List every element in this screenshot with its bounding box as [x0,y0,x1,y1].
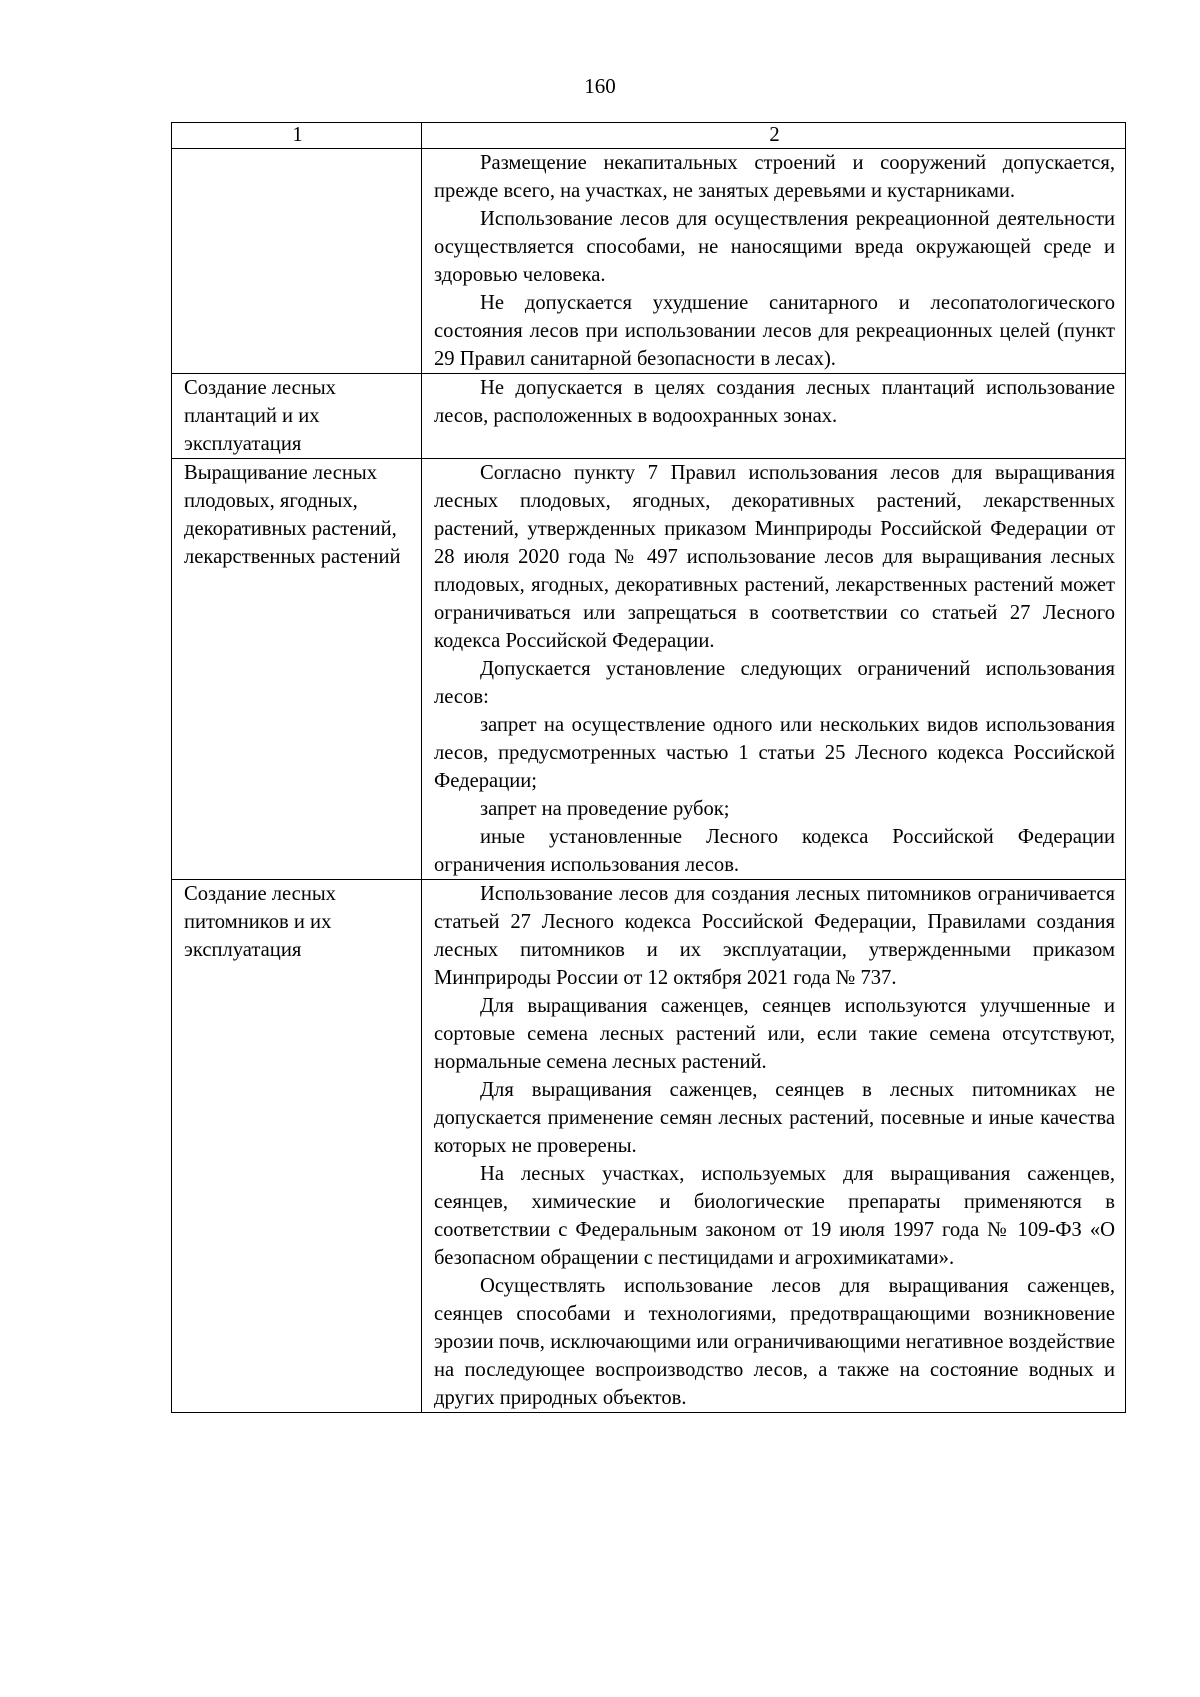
activity-type-cell: Создание лесных плантаций и их эксплуатация [172,374,422,459]
activity-type-cell: Выращивание лесных плодовых, ягодных, декоративных растений, лекарственных растений [172,459,422,880]
table-row [172,149,1126,374]
paragraph: Для выращивания саженцев, сеянцев в лесных питомниках не допускается применение семян лесных растений, посевные и иные качества которых не проверены. [434,1079,1115,1157]
paragraph: Использование лесов для создания лесных питомников ограничивается статьей 27 Лесного кодекса Российской Федерации, Правилами создания лесных питомников и их эксплуатации, утвержденными приказом Минприроды России от 12 октября 2021 года № 737. [434,883,1115,989]
table-header-row [172,123,1126,149]
restrictions-cell [422,149,1126,374]
restrictions-cell [422,880,1126,1413]
restrictions-cell [422,374,1126,459]
column-header-2: 2 [422,123,1126,149]
table-row [172,459,1126,880]
table-row [172,374,1126,459]
paragraph: иные установленные Лесного кодекса Российской Федерации ограничения использования лесов. [434,826,1115,876]
column-header-1: 1 [172,123,422,149]
paragraph: Размещение некапитальных строений и сооружений допускается, прежде всего, на участках, не занятых деревьями и кустарниками. [434,152,1115,202]
paragraph: Осуществлять использование лесов для выращивания саженцев, сеянцев способами и технологиями, предотвращающими возникновение эрозии почв, исключающими или ограничивающими негативное воздействие на последующее воспроизводство лесов, а также на состояние водных и других природных объектов. [434,1275,1115,1409]
regulations-table [171,122,1126,1413]
paragraph: запрет на осуществление одного или нескольких видов использования лесов, предусмотренных частью 1 статьи 25 Лесного кодекса Российской Федерации; [434,714,1115,792]
paragraph: На лесных участках, используемых для выращивания саженцев, сеянцев, химические и биологические препараты применяются в соответствии с Федеральным законом от 19 июля 1997 года № 109-ФЗ «О безопасном обращении с пестицидами и агрохимикатами». [434,1163,1115,1269]
activity-type-cell [172,149,422,374]
paragraph: Согласно пункту 7 Правил использования лесов для выращивания лесных плодовых, ягодных, декоративных растений, лекарственных растений, утвержденных приказом Минприроды Российской Федерации от 28 июля 2020 года № 497 использование лесов для выращивания лесных плодовых, ягодных, декоративных растений, лекарственных растений может ограничиваться или запрещаться в соответствии со статьей 27 Лесного кодекса Российской Федерации. [434,462,1115,652]
paragraph: Не допускается ухудшение санитарного и лесопатологического состояния лесов при использовании лесов для рекреационных целей (пункт 29 Правил санитарной безопасности в лесах). [434,292,1115,370]
page-number: 160 [584,74,616,98]
paragraph: запрет на проведение рубок; [480,798,730,820]
paragraph: Использование лесов для осуществления рекреационной деятельности осуществляется способами, не наносящими вреда окружающей среде и здоровью человека. [434,208,1115,286]
restrictions-cell [422,459,1126,880]
table-row [172,880,1126,1413]
paragraph: Для выращивания саженцев, сеянцев используются улучшенные и сортовые семена лесных растений или, если такие семена отсутствуют, нормальные семена лесных растений. [434,995,1115,1073]
paragraph: Не допускается в целях создания лесных плантаций использование лесов, расположенных в водоохранных зонах. [434,377,1115,427]
paragraph: Допускается установление следующих ограничений использования лесов: [434,658,1115,708]
activity-type-cell: Создание лесных питомников и их эксплуатация [172,880,422,1413]
